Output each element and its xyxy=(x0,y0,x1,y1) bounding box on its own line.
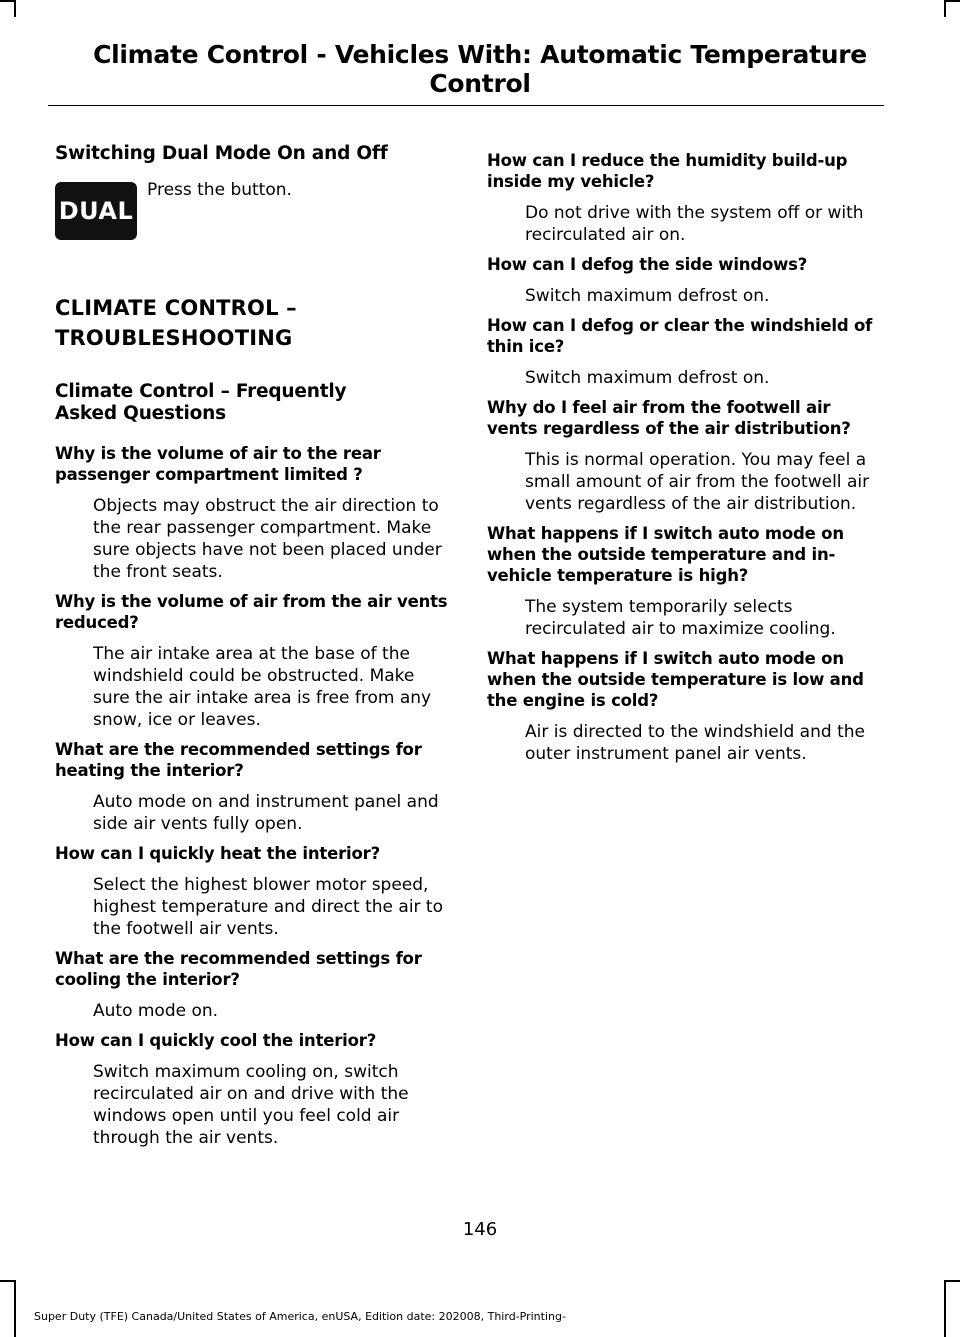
dual-mode-heading: Switching Dual Mode On and Off xyxy=(55,143,388,164)
faq-question: What are the recommended settings for cooling the interior? xyxy=(55,949,422,989)
faq-item xyxy=(487,254,885,307)
faq-question: What happens if I switch auto mode on when the outside temperature and in-vehicle temperature is high? xyxy=(487,524,844,585)
faq-item xyxy=(55,591,450,731)
faq-question: How can I quickly cool the interior? xyxy=(55,1031,377,1050)
faq-item xyxy=(487,397,885,515)
crop-mark xyxy=(944,1280,946,1337)
faq-question: How can I quickly heat the interior? xyxy=(55,844,380,863)
left-column xyxy=(55,143,450,1157)
crop-mark xyxy=(0,1280,14,1282)
crop-mark xyxy=(944,0,946,17)
faq-question: How can I reduce the humidity build-up inside my vehicle? xyxy=(487,151,848,191)
dual-button-icon: DUAL xyxy=(55,182,137,240)
faq-item xyxy=(487,648,885,765)
troubleshooting-heading xyxy=(55,293,450,353)
faq-item xyxy=(55,443,450,583)
faq-answer: The air intake area at the base of the windshield could be obstructed. Make sure the air intake area is free from any snow, ice or leaves. xyxy=(93,644,432,730)
faq-heading-line1: Climate Control – Frequently xyxy=(55,381,347,402)
dual-mode-instruction: Press the button. xyxy=(147,180,292,200)
faq-heading xyxy=(55,381,450,425)
footer-edition-text: Super Duty (TFE) Canada/United States of America, enUSA, Edition date: 202008, Third-Printing- xyxy=(34,1310,566,1323)
faq-item xyxy=(487,150,885,246)
header-title-line1: Climate Control - Vehicles With: Automatic Temperature xyxy=(93,40,867,69)
header-divider xyxy=(48,105,884,106)
troubleshooting-heading-line2: TROUBLESHOOTING xyxy=(55,326,293,350)
faq-item xyxy=(55,739,450,835)
faq-question: How can I defog or clear the windshield of thin ice? xyxy=(487,316,873,356)
faq-item xyxy=(487,523,885,640)
faq-answer: Select the highest blower motor speed, highest temperature and direct the air to the footwell air vents. xyxy=(93,875,444,939)
troubleshooting-heading-line1: CLIMATE CONTROL – xyxy=(55,296,297,320)
crop-mark xyxy=(0,0,14,2)
faq-answer: Switch maximum cooling on, switch recirculated air on and drive with the windows open until you feel cold air through the air vents. xyxy=(93,1062,409,1148)
crop-mark xyxy=(14,0,16,17)
faq-item xyxy=(487,315,885,389)
faq-answer: The system temporarily selects recirculated air to maximize cooling. xyxy=(525,597,836,639)
faq-answer: Switch maximum defrost on. xyxy=(525,368,770,388)
faq-answer: Auto mode on and instrument panel and side air vents fully open. xyxy=(93,792,439,834)
page-number: 146 xyxy=(462,1219,498,1240)
faq-answer: This is normal operation. You may feel a small amount of air from the footwell air vents regardless of the air distribution. xyxy=(525,450,870,514)
faq-question: What happens if I switch auto mode on when the outside temperature is low and the engine is cold? xyxy=(487,649,864,710)
crop-mark xyxy=(946,0,960,2)
faq-item xyxy=(55,843,450,940)
faq-question: What are the recommended settings for heating the interior? xyxy=(55,740,422,780)
faq-answer: Air is directed to the windshield and the outer instrument panel air vents. xyxy=(525,722,865,764)
faq-answer: Objects may obstruct the air direction to the rear passenger compartment. Make sure objects have not been placed under the front seats. xyxy=(93,496,442,582)
faq-question: Why is the volume of air to the rear passenger compartment limited ? xyxy=(55,444,381,484)
faq-answer: Auto mode on. xyxy=(93,1001,219,1021)
faq-answer: Switch maximum defrost on. xyxy=(525,286,770,306)
faq-item xyxy=(55,948,450,1022)
faq-item xyxy=(55,1030,450,1149)
faq-question: Why do I feel air from the footwell air vents regardless of the air distribution? xyxy=(487,398,851,438)
dual-mode-row xyxy=(55,179,450,269)
faq-question: Why is the volume of air from the air vents reduced? xyxy=(55,592,448,632)
crop-mark xyxy=(946,1280,960,1282)
crop-mark xyxy=(14,1280,16,1337)
header-title-line2: Control xyxy=(429,69,531,98)
faq-question: How can I defog the side windows? xyxy=(487,255,808,274)
page-header xyxy=(48,40,912,98)
faq-heading-line2: Asked Questions xyxy=(55,403,226,424)
right-column xyxy=(487,150,885,773)
faq-answer: Do not drive with the system off or with recirculated air on. xyxy=(525,203,864,245)
